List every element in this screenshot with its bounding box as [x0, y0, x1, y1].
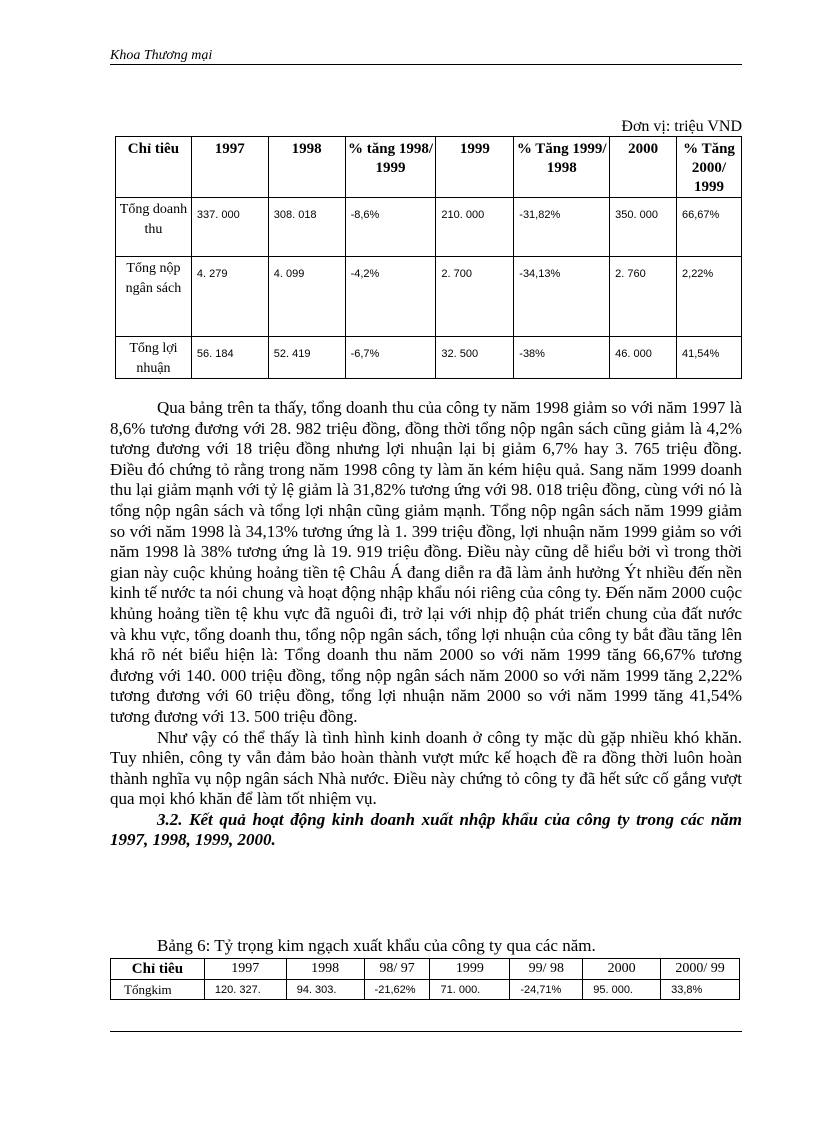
cell: 210. 000 [436, 198, 514, 257]
revenue-table [115, 136, 742, 379]
col-header: Chỉ tiêu [116, 137, 192, 198]
col-header: 99/ 98 [510, 959, 583, 980]
cell: 46. 000 [610, 337, 677, 379]
cell: 71. 000. [430, 980, 510, 1000]
row-label: Tổng lợi nhuận [116, 337, 192, 379]
cell: -6,7% [345, 337, 436, 379]
table-row [116, 257, 742, 337]
cell: -31,82% [514, 198, 610, 257]
row-label: Tổngkim [111, 980, 205, 1000]
header-title: Khoa Thương mại [110, 48, 213, 63]
cell: 94. 303. [286, 980, 364, 1000]
col-header: Chỉ tiêu [111, 959, 205, 980]
col-header: 1998 [268, 137, 345, 198]
cell: 2,22% [677, 257, 742, 337]
col-header: 1997 [191, 137, 268, 198]
cell: 41,54% [677, 337, 742, 379]
cell: -38% [514, 337, 610, 379]
cell: 32. 500 [436, 337, 514, 379]
cell: -4,2% [345, 257, 436, 337]
table-row [116, 337, 742, 379]
row-label: Tổng doanh thu [116, 198, 192, 257]
cell: 337. 000 [191, 198, 268, 257]
body-text [110, 398, 742, 851]
cell: 2. 700 [436, 257, 514, 337]
table5-unit: Đơn vị: triệu VND [621, 118, 742, 135]
table6-header-row [111, 959, 740, 980]
row-label: Tổng nộp ngân sách [116, 257, 192, 337]
col-header: 2000/ 99 [661, 959, 740, 980]
cell: 4. 279 [191, 257, 268, 337]
col-header: % Tăng 1999/ 1998 [514, 137, 610, 198]
cell: 56. 184 [191, 337, 268, 379]
cell: 120. 327. [204, 980, 286, 1000]
col-header: % Tăng 2000/ 1999 [677, 137, 742, 198]
col-header: 1998 [286, 959, 364, 980]
col-header: 2000 [610, 137, 677, 198]
cell: -24,71% [510, 980, 583, 1000]
col-header: 2000 [583, 959, 661, 980]
table6-caption: Bảng 6: Tỷ trọng kim ngạch xuất khẩu của công ty qua các năm. [157, 936, 596, 955]
cell: 33,8% [661, 980, 740, 1000]
cell: 95. 000. [583, 980, 661, 1000]
col-header: 98/ 97 [364, 959, 430, 980]
cell: 350. 000 [610, 198, 677, 257]
paragraph-analysis: Qua bảng trên ta thấy, tổng doanh thu của công ty năm 1998 giảm so với năm 1997 là 8,6% tương đương với 28. 982 triệu đồng, đồng thời tổng nộp ngân sách cũng giảm là 4,2% tương đương với 18 triệu đồng nhưng lợi nhuận lại bị giảm 6,7% hay 3. 765 triệu đồng. Điều đó chứng tỏ rằng trong năm 1998 công ty làm ăn kém hiệu quả. Sang năm 1999 doanh thu lại giảm mạnh với tỷ lệ giảm là 31,82% tương ứng với 98. 018 triệu đồng, cùng với nó là tổng nộp ngân sách và tổng lợi nhận cũng giảm mạnh. Tổng nộp ngân sách năm 1999 giảm so với năm 1998 là 34,13% tương ứng là 1. 399 triệu đồng, lợi nhuận năm 1999 giảm so với năm 1998 là 38% tương ứng là 19. 919 triệu đồng. Điều này cũng dễ hiểu bởi vì trong thời gian này cuộc khủng hoảng tiền tệ Châu Á đang diễn ra đã làm ảnh hưởng Ýt nhiều đến nền kinh tế nước ta nói chung và hoạt động nhập khẩu nói riêng của công ty. Đến năm 2000 cuộc khủng hoảng tiền tệ khu vực đã nguôi đi, trở lại với nhịp độ phát triển chung của đất nước và khu vực, tổng doanh thu, tổng nộp ngân sách, tổng lợi nhuận của công ty bắt đầu tăng lên khá rõ nét biểu hiện là: Tổng doanh thu năm 2000 so với năm 1999 tăng 66,67% tương đương với 140. 000 triệu đồng, tổng nộp ngân sách năm 2000 so với năm 1999 tăng 2,22% tương đương với 60 triệu đồng, tổng lợi nhuận năm 2000 so với năm 1999 tăng 41,54% tương đương với 13. 500 triệu đồng. [110, 398, 742, 726]
cell: 308. 018 [268, 198, 345, 257]
col-header: 1999 [436, 137, 514, 198]
footer-divider [110, 1031, 742, 1032]
section-heading: 3.2. Kết quả hoạt động kinh doanh xuất nhập khẩu của công ty trong các năm 1997, 1998, 1999, 2000. [110, 809, 742, 850]
table-row [111, 980, 740, 1000]
col-header: % tăng 1998/ 1999 [345, 137, 436, 198]
cell: -8,6% [345, 198, 436, 257]
cell: -34,13% [514, 257, 610, 337]
page-header [110, 46, 742, 65]
cell: 4. 099 [268, 257, 345, 337]
table-row [116, 198, 742, 257]
cell: -21,62% [364, 980, 430, 1000]
cell: 66,67% [677, 198, 742, 257]
cell: 2. 760 [610, 257, 677, 337]
cell: 52. 419 [268, 337, 345, 379]
table5-header-row [116, 137, 742, 198]
col-header: 1997 [204, 959, 286, 980]
export-table [110, 958, 740, 1000]
col-header: 1999 [430, 959, 510, 980]
paragraph-conclusion: Như vậy có thể thấy là tình hình kinh doanh ở công ty mặc dù gặp nhiều khó khăn. Tuy nhiên, công ty vẫn đảm bảo hoàn thành vượt mức kế hoạch đề ra đồng thời luôn hoàn thành nghĩa vụ nộp ngân sách Nhà nước. Điều này chứng tỏ công ty đã hết sức cố gắng vượt qua mọi khó khăn để làm tốt nhiệm vụ. [110, 727, 742, 809]
